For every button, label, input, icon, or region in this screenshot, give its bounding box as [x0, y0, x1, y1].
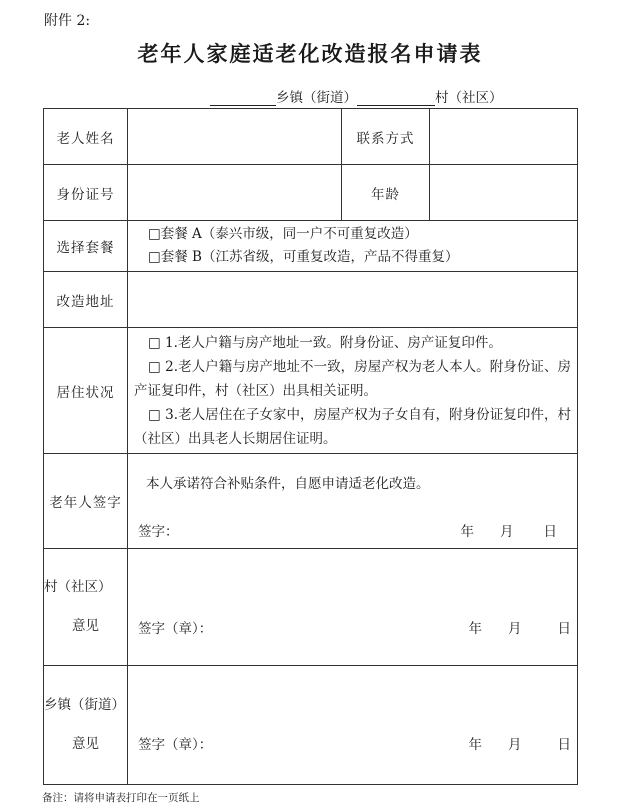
month-label: 月 — [508, 621, 522, 637]
village-opinion-cell[interactable] — [128, 549, 578, 666]
age-field[interactable] — [430, 165, 578, 221]
residence-option-2[interactable]: □ 2.老人户籍与房产地址不一致，房屋产权为老人本人。附身份证、房产证复印件，村（社区）出具相关证明。 — [134, 358, 571, 399]
package-options — [128, 221, 578, 272]
elder-sign-date — [461, 520, 558, 540]
age-label: 年龄 — [342, 165, 430, 221]
town-label-line1: 乡镇（街道） — [44, 696, 125, 713]
application-form-table — [43, 108, 578, 785]
day-label: 日 — [557, 621, 571, 637]
township-blank[interactable] — [210, 92, 276, 106]
village-label-line1: 村（社区） — [44, 578, 112, 595]
contact-label: 联系方式 — [342, 109, 430, 165]
name-field[interactable] — [128, 109, 342, 165]
elder-sign-label: 老年人签字 — [44, 454, 128, 549]
name-label: 老人姓名 — [44, 109, 128, 165]
village-label-line2: 意见 — [72, 618, 99, 634]
town-sign-label: 签字（章）： — [138, 737, 213, 753]
day-label: 日 — [557, 737, 571, 753]
village-sign-date — [469, 617, 572, 637]
elder-sign-cell[interactable] — [128, 454, 578, 549]
village-blank[interactable] — [357, 92, 435, 106]
location-line — [210, 86, 503, 106]
attachment-label: 附件 2: — [44, 13, 91, 29]
month-label: 月 — [508, 737, 522, 753]
town-label-line2: 意见 — [72, 736, 99, 752]
package-a-option[interactable]: □套餐 A（泰兴市级，同一户不可重复改造） — [148, 226, 418, 242]
elder-sign-label-text: 签字： — [138, 524, 179, 540]
town-sign-date — [469, 733, 572, 753]
residence-label: 居住状况 — [44, 328, 128, 454]
township-suffix: 乡镇（街道） — [276, 90, 357, 106]
contact-field[interactable] — [430, 109, 578, 165]
year-label: 年 — [460, 524, 474, 540]
id-label: 身份证号 — [44, 165, 128, 221]
year-label: 年 — [468, 737, 482, 753]
day-label: 日 — [543, 524, 557, 540]
residence-option-1[interactable]: □ 1.老人户籍与房产地址一致。附身份证、房产证复印件。 — [148, 334, 502, 351]
month-label: 月 — [500, 524, 514, 540]
id-field[interactable] — [128, 165, 342, 221]
residence-options — [128, 328, 578, 454]
residence-option-3[interactable]: □ 3.老人居住在子女家中，房屋产权为子女自有，附身份证复印件，村（社区）出具老人长期居住证明。 — [134, 406, 571, 447]
package-label: 选择套餐 — [44, 221, 128, 272]
village-opinion-label — [44, 549, 128, 666]
address-label: 改造地址 — [44, 272, 128, 328]
address-field[interactable] — [128, 272, 578, 328]
town-opinion-cell[interactable] — [128, 666, 578, 785]
pledge-text: 本人承诺符合补贴条件，自愿申请适老化改造。 — [146, 476, 430, 492]
village-sign-label: 签字（章）： — [138, 621, 213, 637]
town-opinion-label — [44, 666, 128, 785]
package-b-option[interactable]: □套餐 B（江苏省级，可重复改造，产品不得重复） — [148, 249, 459, 265]
footer-note: 备注：请将申请表打印在一页纸上 — [42, 792, 200, 804]
village-suffix: 村（社区） — [435, 90, 503, 106]
form-title: 老年人家庭适老化改造报名申请表 — [137, 41, 483, 66]
year-label: 年 — [468, 621, 482, 637]
